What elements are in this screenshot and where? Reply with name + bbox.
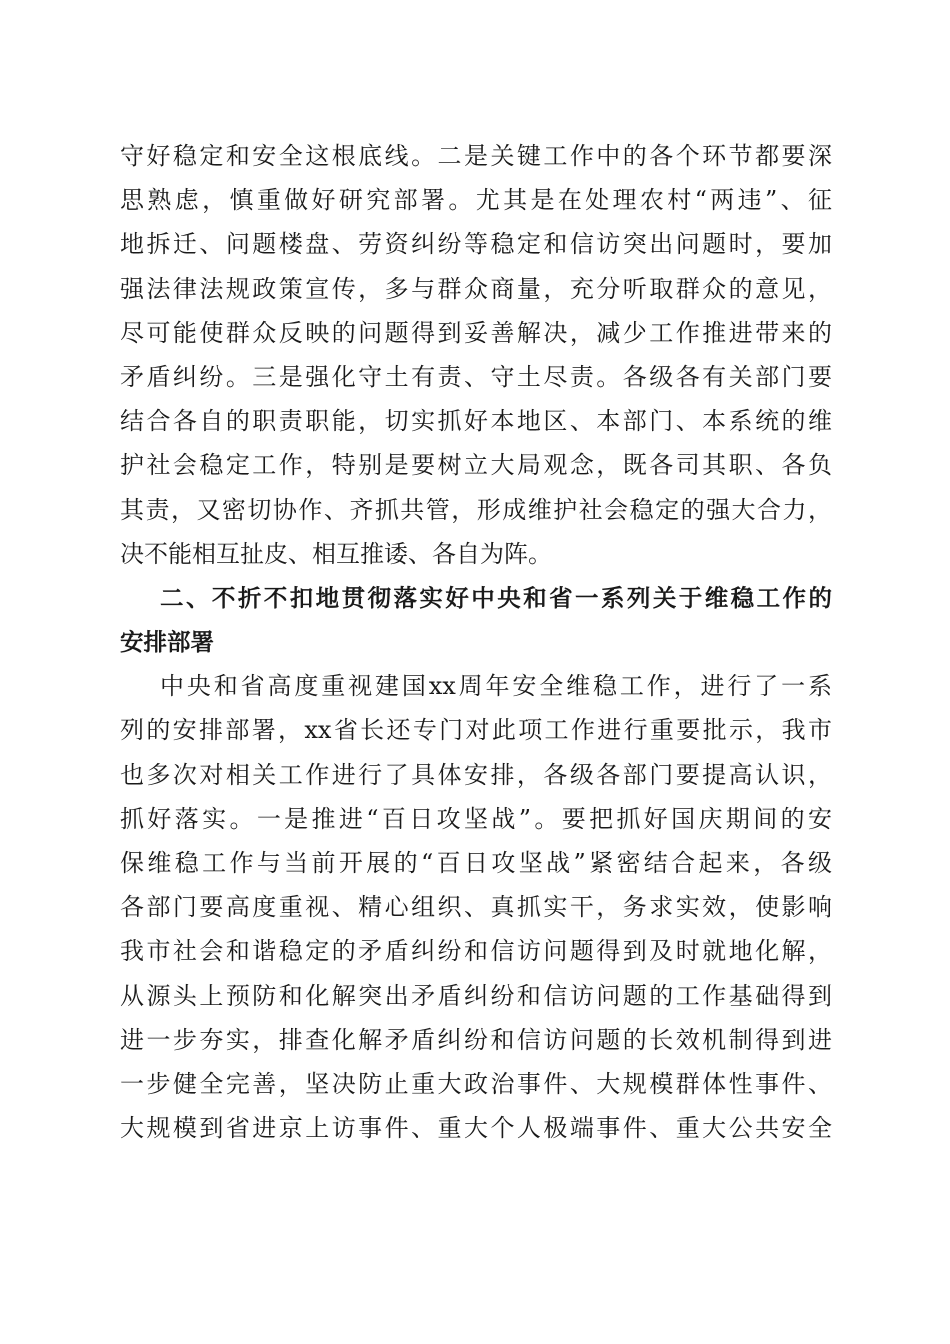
document-body: [120, 134, 832, 1150]
heading-line: 二、不折不扣地贯彻落实好中央和省一系列关于维稳工作的: [160, 583, 832, 612]
text-line: 大规模到省进京上访事件、重大个人极端事件、重大公共安全: [120, 1114, 832, 1143]
text-line: 从源头上预防和化解突出矛盾纠纷和信访问题的工作基础得到: [120, 981, 832, 1010]
text-line: 保维稳工作与当前开展的“百日攻坚战”紧密结合起来，各级: [120, 849, 832, 877]
paragraph-central-arrangements: [120, 664, 832, 1150]
text-line: 各部门要高度重视、精心组织、真抓实干，务求实效，使影响: [120, 893, 832, 922]
text-line: 强法律法规政策宣传，多与群众商量，充分听取群众的意见，: [120, 274, 832, 303]
text-line: 守好稳定和安全这根底线。二是关键工作中的各个环节都要深: [120, 142, 832, 170]
text-line: 我市社会和谐稳定的矛盾纠纷和信访问题得到及时就地化解，: [120, 937, 832, 966]
text-line: 护社会稳定工作，特别是要树立大局观念，既各司其职、各负: [120, 451, 832, 480]
text-line: 其责，又密切协作、齐抓共管，形成维护社会稳定的强大合力，: [120, 495, 832, 524]
text-line: 抓好落实。一是推进“百日攻坚战”。要把抓好国庆期间的安: [120, 804, 832, 833]
text-line: 决不能相互扯皮、相互推诿、各自为阵。: [120, 539, 552, 568]
text-line: 尽可能使群众反映的问题得到妥善解决，减少工作推进带来的: [120, 318, 832, 347]
text-line: 地拆迁、问题楼盘、劳资纠纷等稳定和信访突出问题时，要加: [120, 230, 832, 259]
text-line: 思熟虑，慎重做好研究部署。尤其是在处理农村“两违”、征: [120, 186, 832, 215]
text-line: 列的安排部署，xx省长还专门对此项工作进行重要批示，我市: [120, 716, 832, 745]
text-line: 也多次对相关工作进行了具体安排，各级各部门要提高认识，: [120, 760, 832, 789]
text-line: 结合各自的职责职能，切实抓好本地区、本部门、本系统的维: [120, 407, 832, 436]
section-heading-2: [120, 576, 832, 664]
text-line: 矛盾纠纷。三是强化守土有责、守土尽责。各级各有关部门要: [120, 362, 832, 391]
text-line: 中央和省高度重视建国xx周年安全维稳工作，进行了一系: [160, 672, 832, 701]
paragraph-stability-duties: [120, 134, 832, 576]
heading-line: 安排部署: [120, 628, 214, 657]
text-line: 进一步夯实，排查化解矛盾纠纷和信访问题的长效机制得到进: [120, 1025, 832, 1054]
text-line: 一步健全完善，坚决防止重大政治事件、大规模群体性事件、: [120, 1069, 832, 1098]
